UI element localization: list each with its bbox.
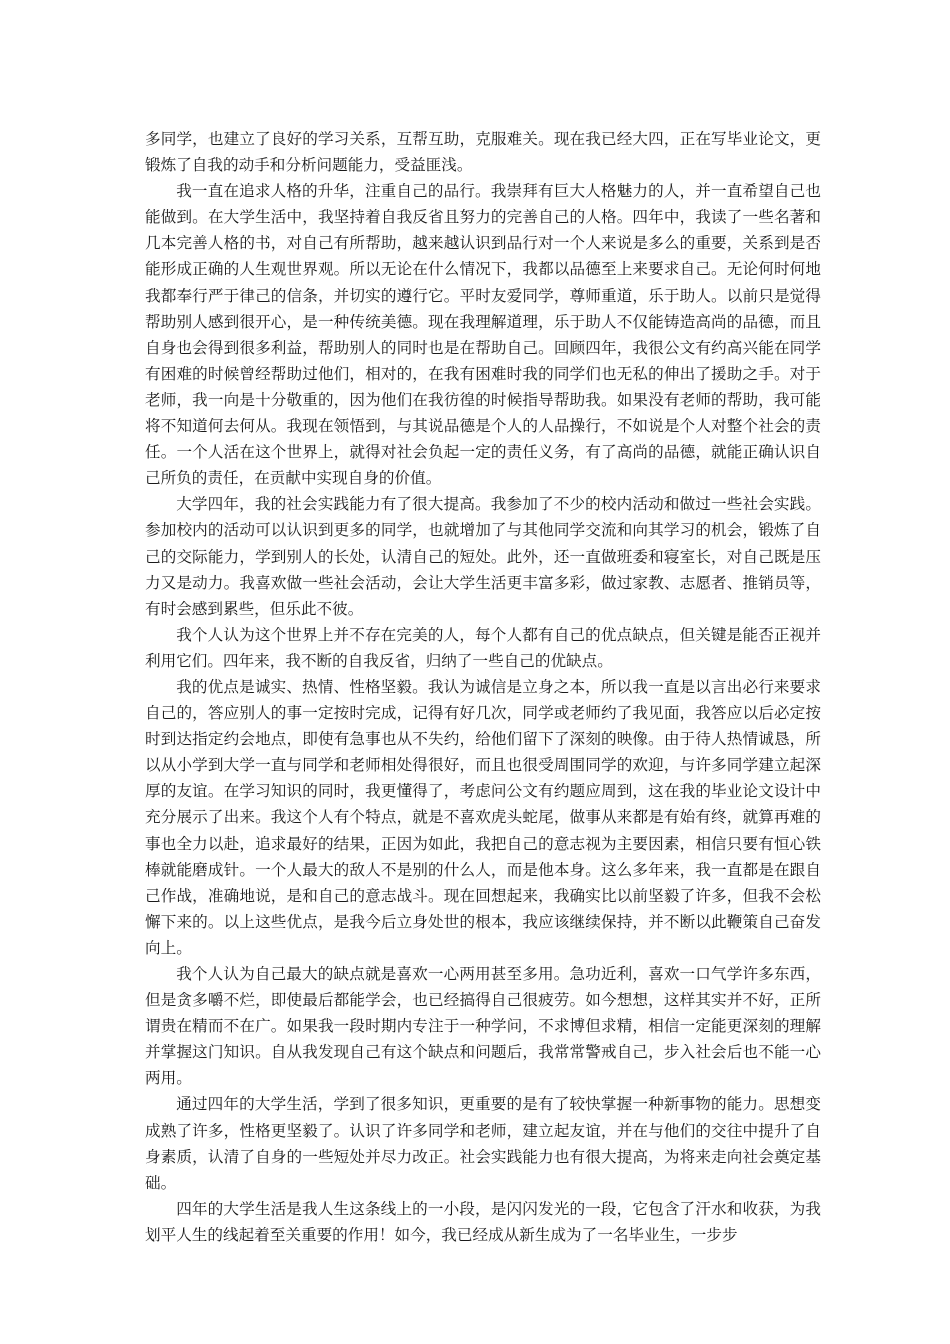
- paragraph-summary: 通过四年的大学生活，学到了很多知识，更重要的是有了较快掌握一种新事物的能力。思想变成熟了许多，性格更坚毅了。认识了许多同学和老师，建立起友谊，并在与他们的交往中提升了自身素质，认清了自身的一些短处并尽力改正。社会实践能力也有很大提高，为将来走向社会奠定基础。: [145, 1095, 821, 1192]
- document-body: [145, 126, 821, 1248]
- paragraph-self-reflection: 我个人认为这个世界上并不存在完美的人，每个人都有自己的优点缺点，但关键是能否正视并利用它们。四年来，我不断的自我反省，归纳了一些自己的优缺点。: [145, 625, 821, 670]
- paragraph-character: 我一直在追求人格的升华，注重自己的品行。我崇拜有巨大人格魅力的人，并一直希望自己也能做到。在大学生活中，我坚持着自我反省且努力的完善自己的人格。四年中，我读了一些名著和几本完善人格的书，对自己有所帮助，越来越认识到品行对一个人来说是多么的重要，关系到是否能形成正确的人生观世界观。所以无论在什么情况下，我都以品德至上来要求自己。无论何时何地我都奉行严于律己的信条，并切实的遵行它。平时友爱同学，尊师重道，乐于助人。以前只是觉得帮助别人感到很开心，是一种传统美德。现在我理解道理，乐于助人不仅能铸造高尚的品德，而且自身也会得到很多利益，帮助别人的同时也是在帮助自己。回顾四年，我很公文有约高兴能在同学有困难的时候曾经帮助过他们，相对的，在我有困难时我的同学们也无私的伸出了援助之手。对于老师，我一向是十分敬重的，因为他们在我彷徨的时候指导帮助我。如果没有老师的帮助，我可能将不知道何去何从。我现在领悟到，与其说品德是个人的人品操行，不如说是个人对整个社会的责任。一个人活在这个世界上，就得对社会负起一定的责任义务，有了高尚的品德，就能正确认识自己所负的责任，在贡献中实现自身的价值。: [145, 182, 821, 488]
- paragraph-strengths: 我的优点是诚实、热情、性格坚毅。我认为诚信是立身之本，所以我一直是以言出必行来要求自己的，答应别人的事一定按时完成，记得有好几次，同学或老师约了我见面，我答应以后必定按时到达指定约会地点，即使有急事也从不失约，给他们留下了深刻的映像。由于待人热情诚恳，所以从小学到大学一直与同学和老师相处得很好，而且也很受周围同学的欢迎，与许多同学建立起深厚的友谊。在学习知识的同时，我更懂得了，考虑问公文有约题应周到，这在我的毕业论文设计中充分展示了出来。我这个人有个特点，就是不喜欢虎头蛇尾，做事从来都是有始有终，就算再难的事也全力以赴，追求最好的结果，正因为如此，我把自己的意志视为主要因素，相信只要有恒心铁棒就能磨成针。一个人最大的敌人不是别的什么人，而是他本身。这么多年来，我一直都是在跟自己作战，准确地说，是和自己的意志战斗。现在回想起来，我确实比以前坚毅了许多，但我不会松懈下来的。以上这些优点，是我今后立身处世的根本，我应该继续保持，并不断以此鞭策自己奋发向上。: [145, 677, 821, 957]
- paragraph-weaknesses: 我个人认为自己最大的缺点就是喜欢一心两用甚至多用。急功近利，喜欢一口气学许多东西，但是贪多嚼不烂，即使最后都能学会，也已经搞得自己很疲劳。如今想想，这样其实并不好，正所谓贵在精而不在广。如果我一段时期内专注于一种学问，不求博但求精，相信一定能更深刻的理解并掌握这门知识。自从我发现自己有这个缺点和问题后，我常常警戒自己，步入社会后也不能一心两用。: [145, 965, 821, 1088]
- paragraph-closing: 四年的大学生活是我人生这条线上的一小段，是闪闪发光的一段，它包含了汗水和收获，为我划平人生的线起着至关重要的作用！如今，我已经成从新生成为了一名毕业生，一步步: [145, 1199, 821, 1244]
- paragraph-social-practice: 大学四年，我的社会实践能力有了很大提高。我参加了不少的校内活动和做过一些社会实践。参加校内的活动可以认识到更多的同学，也就增加了与其他同学交流和向其学习的机会，锻炼了自己的交际能力，学到别人的长处，认清自己的短处。此外，还一直做班委和寝室长，对自己既是压力又是动力。我喜欢做一些社会活动，会让大学生活更丰富多彩，做过家教、志愿者、推销员等，有时会感到累些，但乐此不彼。: [145, 495, 821, 618]
- paragraph-continuation: 多同学，也建立了良好的学习关系，互帮互助，克服难关。现在我已经大四，正在写毕业论文，更锻炼了自我的动手和分析问题能力，受益匪浅。: [145, 130, 821, 175]
